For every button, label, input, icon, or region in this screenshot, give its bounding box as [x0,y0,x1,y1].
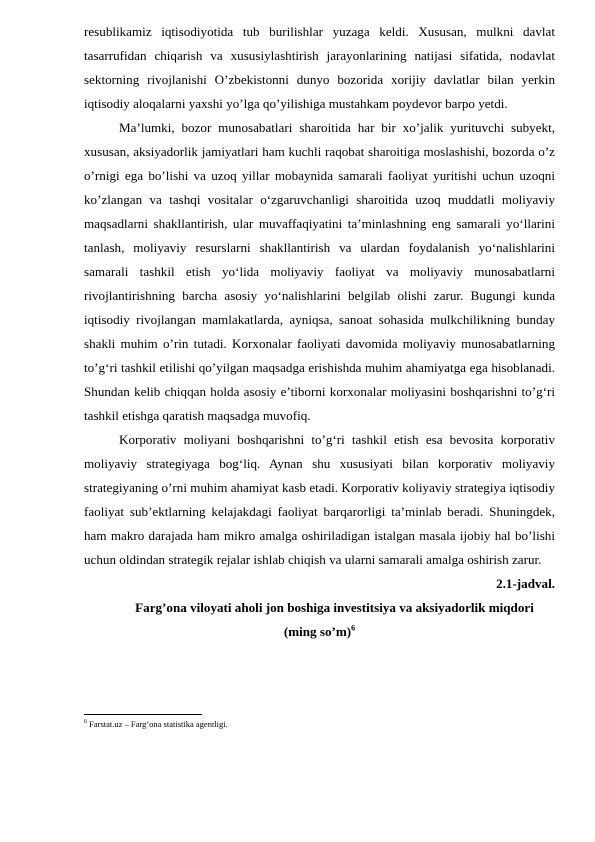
table-number: 2.1-jadval. [496,576,555,591]
table-title [84,596,555,644]
paragraph-2: Ma’lumki, bozor munosabatlari sharoitida har bir xo’jalik yurituvchi subyekt, xususan, aksiyadorlik jamiyatlari ham kuchli raqobat sharoitiga moslashishi, bozorda o’z o’rnigi ega bo’lishi va uzoq yillar mobaynida samarali faoliyat yuritishi uchun uzoqni ko’zlangan va tashqi vositalar o‘zgaruvchanligi sharoitida uzoq muddatli moliyaviy maqsadlarni shakllantirish, ular muvaffaqiyatini ta’minlashning eng samarali yo‘llarini tanlash, moliyaviy resurslarni shakllantirish va ulardan foydalanish yo‘nalishlarini samarali tashkil etish yo‘lida moliyaviy faoliyat va moliyaviy munosabatlarni rivojlantirishning barcha asosiy yo‘nalishlarini belgilab olishi zarur. Bugungi kunda iqtisodiy rivojlangan mamlakatlarda, ayniqsa, sanoat sohasida mulkchilikning bunday shakli muhim o’rin tutadi. Korxonalar faoliyati davomida moliyaviy munosabatlarning to’g‘ri tashkil etilishi qo’yilgan maqsadga erishishda muhim ahamiyatga ega hisoblanadi. Shundan kelib chiqqan holda asosiy e’tiborni korxonalar moliyasini boshqarishni to’g‘ri tashkil etishga qaratish maqsadga muvofiq. [84,120,555,423]
table-title-line2 [84,620,555,644]
footnote-number: 6 [84,719,87,725]
footnote-reference: 6 [351,623,356,633]
footnote-text: Farstat.uz – Farg’ona statistika agentligi. [89,718,228,729]
footnote [84,717,228,730]
paragraph-3: Korporativ moliyani boshqarishni to’g‘ri tashkil etish esa bevosita korporativ moliyaviy strategiyaga bog‘liq. Aynan shu xususiyati bilan korporativ moliyaviy strategiyaning o’rni muhim ahamiyat kasb etadi. Korporativ koliyaviy strategiya iqtisodiy faoliyat sub’ektlarning kelajakdagi faoliyat barqarorligi ta’minlab beradi. Shuningdek, ham makro darajada ham mikro amalga oshiriladigan istalgan masala ijobiy hal bo’lishi uchun oldindan strategik rejalar ishlab chiqish va ularni samarali amalga oshirish zarur. [84,432,555,567]
footnote-divider [84,714,202,715]
table-title-unit: (ming so’m) [283,624,352,639]
document-page [84,20,555,644]
table-title-line1: Farg’ona viloyati aholi jon boshiga investitsiya va aksiyadorlik miqdori [135,600,534,615]
paragraph-1: resublikamiz iqtisodiyotida tub burilishlar yuzaga keldi. Xususan, mulkni davlat tasarrufidan chiqarish va xususiylashtirish jarayonlarining natijasi sifatida, nodavlat sektorning rivojlanishi O’zbekistonni dunyo bozorida xorijiy davlatlar bilan yerkin iqtisodiy aloqalarni yaxshi yo’lga qo’yilishiga mustahkam poydevor barpo yetdi. [84,24,555,111]
